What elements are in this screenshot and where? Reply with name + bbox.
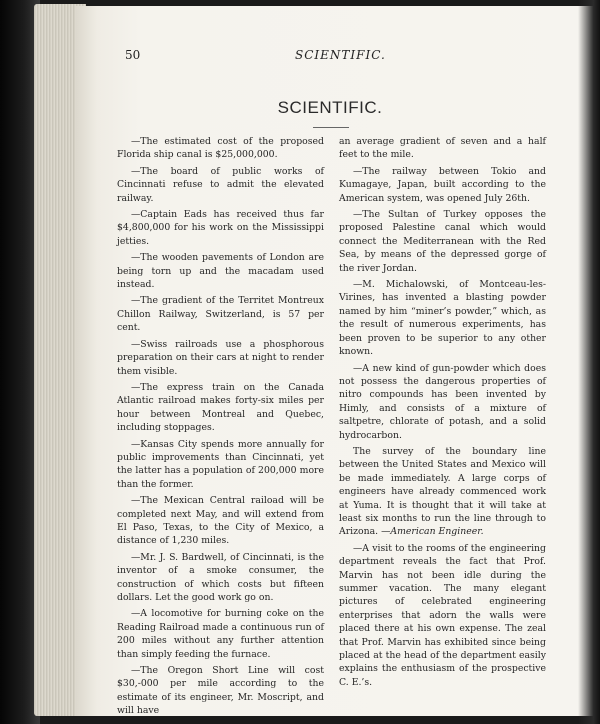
news-item: —Swiss railroads use a phosphorous preparation on their cars at night to render them visible.	[117, 338, 324, 377]
news-item: —Captain Eads has received thus far $4,800,000 for his work on the Mississippi jetties.	[117, 209, 324, 247]
news-item: —M. Michalowski, of Montceau-les-Virines, has invented a blasting powder named by him “miner’s powder,” which, as the result of numerous experiments, has been proven to be superior to any other known.	[339, 279, 546, 358]
survey-source: —American Engineer.	[381, 526, 484, 538]
left-column	[117, 135, 324, 721]
title-rule	[313, 127, 349, 128]
news-item: —A locomotive for burning coke on the Reading Railroad made a continuous run of 200 miles without any further attention than simply feeding the furnace.	[117, 608, 324, 660]
survey-text: The survey of the boundary line between the United States and Mexico will be made immediately. A large corps of engineers have already commenced work at Yuma. It is thought that it will take at least six months to run the line through to Arizona.	[339, 445, 546, 538]
news-item: —Kansas City spends more annually for public improvements than Cincinnati, yet the latter has a population of 200,000 more than the former.	[117, 438, 324, 490]
page-number: 50	[125, 48, 141, 62]
news-item: —The railway between Tokio and Kumagaye, Japan, built according to the American system, was opened July 26th.	[339, 165, 546, 204]
news-item: —The express train on the Canada Atlantic railroad makes forty-six miles per hour between Montreal and Quebec, including stoppages.	[117, 381, 324, 434]
news-item: —The Oregon Short Line will cost $30,-000 per mile according to the estimate of its engineer, Mr. Moscript, and will have	[117, 665, 324, 717]
news-item: —The wooden pavements of London are being torn up and the macadam used instead.	[117, 252, 324, 291]
news-item: —The gradient of the Territet Montreux Chillon Railway, Switzerland, is 57 per cent.	[117, 295, 324, 334]
news-item: —The estimated cost of the proposed Florida ship canal is $25,000,000.	[117, 136, 324, 161]
news-item: —A visit to the rooms of the engineering department reveals the fact that Prof. Marvin has not been idle during the summer vacation. The many elegant pictures of celebrated engineering enterprises that adorn the walls were placed there at his own expense. The zeal that Prof. Marvin has exhibited since being placed at the head of the department easily explains the enthusiasm of the prospective C. E.’s.	[339, 542, 546, 688]
news-item: —A new kind of gun-powder which does not possess the dangerous properties of nitro compounds has been invented by Himly, and consists of a mixture of saltpetre, chlorate of potash, and a solid hydrocarbon.	[339, 362, 546, 441]
right-column	[339, 135, 546, 692]
running-head	[125, 48, 585, 64]
news-item: —The Sultan of Turkey opposes the proposed Palestine canal which would connect the Mediterranean with the Red Sea, by means of the depressed gorge of the river Jordan.	[339, 209, 546, 274]
running-title: SCIENTIFIC.	[295, 48, 386, 62]
continued-item: an average gradient of seven and a half feet to the mile.	[339, 136, 546, 161]
survey-item	[339, 445, 546, 539]
news-item: —Mr. J. S. Bardwell, of Cincinnati, is the inventor of a smoke consumer, the construction of which costs but fifteen dollars. Let the good work go on.	[117, 551, 324, 603]
news-item: —The board of public works of Cincinnati refuse to admit the elevated railway.	[117, 165, 324, 204]
news-item: —The Mexican Central raiload will be completed next May, and will extend from El Paso, Texas, to the City of Mexico, a distance of 1,230 miles.	[117, 495, 324, 547]
page-shadow	[578, 0, 600, 724]
section-title: SCIENTIFIC.	[277, 98, 383, 117]
